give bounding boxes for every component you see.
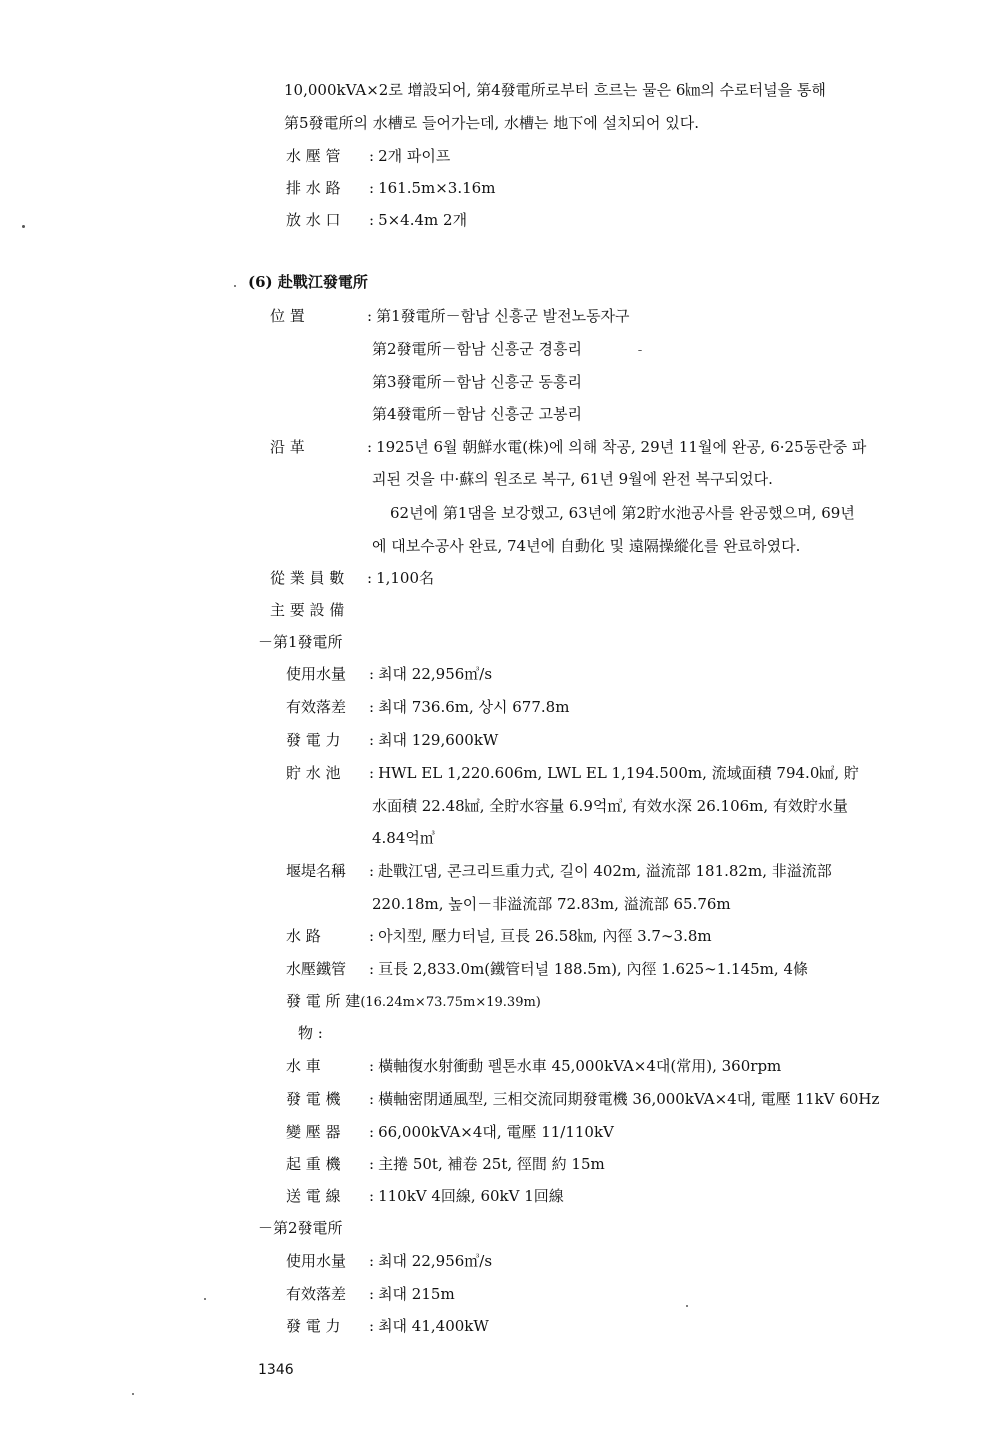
history-row: 沿 革 : 1925년 6월 朝鮮水電(株)에 의해 착공, 29년 11월에 완공, 6·25동란중 파: [270, 438, 867, 456]
spec-row: 變 壓 器 : 66,000kVA×4대, 電壓 11/110kV: [286, 1123, 614, 1141]
building-label-2: 物 :: [298, 1024, 323, 1042]
spec-value: 赴戰江댐, 콘크리트重力式, 길이 402m, 溢流部 181.82m, 非溢流部: [378, 862, 832, 880]
spec-value: 橫軸復水射衝動 펠톤水車 45,000kVA×4대(常用), 360rpm: [378, 1057, 782, 1075]
spec-value-cont: 4.84억㎥: [372, 829, 435, 847]
spec-row: 使用水量 : 최대 22,956㎥/s: [286, 1252, 493, 1270]
spec-label: 水 壓 管: [286, 147, 341, 165]
spec-row: 水壓鐵管 : 亘長 2,833.0m(鐵管터널 188.5m), 內徑 1.625∼1.145m, 4條: [286, 960, 808, 978]
scan-speck: [22, 225, 25, 228]
spec-row: 發 電 力 : 최대 41,400kW: [286, 1317, 489, 1335]
location-label: 位 置: [270, 307, 305, 325]
spec-value: 최대 41,400kW: [378, 1317, 489, 1335]
history-line-4: 에 대보수공사 완료, 74년에 自動化 및 遠隔操縱化를 완료하였다.: [372, 537, 801, 555]
spec-label: 使用水量: [286, 1252, 347, 1270]
scan-speck: [686, 1305, 688, 1307]
spec-label: 有效落差: [286, 1285, 347, 1303]
spec-label: 送 電 線: [286, 1187, 341, 1205]
spec-row: 水 路 : 아치型, 壓力터널, 亘長 26.58㎞, 內徑 3.7∼3.8m: [286, 927, 712, 945]
spec-row: 貯 水 池 : HWL EL 1,220.606m, LWL EL 1,194.500m, 流域面積 794.0㎢, 貯: [286, 764, 859, 782]
employees-label: 從 業 員 數: [270, 569, 345, 587]
spec-row: 送 電 線 : 110kV 4回線, 60kV 1回線: [286, 1187, 564, 1205]
location-2: 第2發電所－함남 신흥군 경흥리: [372, 340, 583, 358]
employees-value: 1,100名: [376, 569, 435, 587]
building-value: (16.24m×73.75m×19.39m): [360, 995, 541, 1010]
spec-label: 使用水量: [286, 665, 347, 683]
spec-value: HWL EL 1,220.606m, LWL EL 1,194.500m, 流域面積 794.0㎢, 貯: [378, 764, 859, 782]
spec-value: 최대 129,600kW: [378, 731, 499, 749]
spec-label: 變 壓 器: [286, 1123, 341, 1141]
spec-label: 排 水 路: [286, 179, 341, 197]
spec-value-cont: 水面積 22.48㎢, 全貯水容量 6.9억㎥, 有效水深 26.106m, 有效貯水量: [372, 797, 848, 815]
facilities-heading: 主 要 設 備: [270, 601, 345, 619]
page-number: 1346: [258, 1362, 294, 1378]
spec-value: 최대 736.6m, 상시 677.8m: [378, 698, 570, 716]
spec-row: 使用水量 : 최대 22,956㎥/s: [286, 665, 493, 683]
spec-label: 起 重 機: [286, 1155, 341, 1173]
spec-value: 최대 215m: [378, 1285, 455, 1303]
spec-value: 110kV 4回線, 60kV 1回線: [378, 1187, 564, 1205]
spec-row: 起 重 機 : 主捲 50t, 補卷 25t, 徑間 約 15m: [286, 1155, 605, 1173]
spec-row: 水 壓 管 : 2개 파이프: [286, 147, 451, 165]
spec-value: 161.5m×3.16m: [378, 179, 496, 197]
spec-row: 放 水 口 : 5×4.4m 2개: [286, 211, 468, 229]
location-row: 位 置 : 第1發電所－함남 신흥군 발전노동자구: [270, 307, 630, 325]
spec-label: 水壓鐵管: [286, 960, 347, 978]
spec-value: 主捲 50t, 補卷 25t, 徑間 約 15m: [378, 1155, 605, 1173]
spec-label: 發 電 力: [286, 731, 341, 749]
scan-speck: [234, 285, 236, 287]
location-4: 第4發電所－함남 신흥군 고봉리: [372, 405, 583, 423]
history-line-3: 62년에 第1댐을 보강했고, 63년에 第2貯水池공사를 완공했으며, 69년: [390, 504, 855, 522]
scan-speck: [638, 350, 642, 351]
spec-row: 有效落差 : 최대 215m: [286, 1285, 455, 1303]
spec-row: 堰堤名稱 : 赴戰江댐, 콘크리트重力式, 길이 402m, 溢流部 181.82m, 非溢流部: [286, 862, 832, 880]
spec-label: 水 車: [286, 1057, 321, 1075]
spec-row: 排 水 路 : 161.5m×3.16m: [286, 179, 496, 197]
section-title: (6) 赴戰江發電所: [248, 273, 368, 291]
spec-row: 發 電 力 : 최대 129,600kW: [286, 731, 499, 749]
history-line-1: 1925년 6월 朝鮮水電(株)에 의해 착공, 29년 11월에 완공, 6·25동란중 파: [376, 438, 867, 456]
employees-row: 從 業 員 數 : 1,100名: [270, 569, 435, 587]
spec-label: 發 電 機: [286, 1090, 341, 1108]
spec-value: 亘長 2,833.0m(鐵管터널 188.5m), 內徑 1.625∼1.145m, 4條: [378, 960, 808, 978]
scan-speck: [132, 1393, 134, 1395]
spec-label: 放 水 口: [286, 211, 341, 229]
spec-row: 水 車 : 橫軸復水射衝動 펠톤水車 45,000kVA×4대(常用), 360rpm: [286, 1057, 782, 1075]
spec-row: 有效落差 : 최대 736.6m, 상시 677.8m: [286, 698, 570, 716]
spec-row: 發 電 機 : 橫軸密閉通風型, 三相交流同期發電機 36,000kVA×4대, 電壓 11kV 60Hz: [286, 1090, 880, 1108]
intro-line-2: 第5發電所의 水槽로 들어가는데, 水槽는 地下에 설치되어 있다.: [284, 114, 700, 132]
spec-label: 發 電 力: [286, 1317, 341, 1335]
spec-value: 5×4.4m 2개: [378, 211, 468, 229]
spec-value: 최대 22,956㎥/s: [378, 665, 493, 683]
spec-value-cont: 220.18m, 높이－非溢流部 72.83m, 溢流部 65.76m: [372, 895, 731, 913]
spec-value: 아치型, 壓力터널, 亘長 26.58㎞, 內徑 3.7∼3.8m: [378, 927, 712, 945]
intro-line-1: 10,000kVA×2로 增設되어, 第4發電所로부터 흐르는 물은 6㎞의 수로터널을 통해: [284, 81, 826, 99]
scan-speck: [204, 1298, 206, 1300]
spec-value: 2개 파이프: [378, 147, 451, 165]
spec-label: 有效落差: [286, 698, 347, 716]
building-row: [286, 991, 541, 1013]
spec-value: 66,000kVA×4대, 電壓 11/110kV: [378, 1123, 614, 1141]
spec-value: 최대 22,956㎥/s: [378, 1252, 493, 1270]
building-label: 發 電 所 建: [286, 992, 361, 1010]
location-3: 第3發電所－함남 신흥군 동흥리: [372, 373, 583, 391]
location-1: 第1發電所－함남 신흥군 발전노동자구: [376, 307, 630, 325]
spec-label: 堰堤名稱: [286, 862, 347, 880]
spec-value: 橫軸密閉通風型, 三相交流同期發電機 36,000kVA×4대, 電壓 11kV 60Hz: [378, 1090, 880, 1108]
history-label: 沿 革: [270, 438, 305, 456]
plant1-heading: －第1發電所: [258, 633, 343, 651]
plant2-heading: －第2發電所: [258, 1219, 343, 1237]
spec-label: 貯 水 池: [286, 764, 341, 782]
history-line-2: 괴된 것을 中·蘇의 원조로 복구, 61년 9월에 완전 복구되었다.: [372, 470, 773, 488]
spec-label: 水 路: [286, 927, 321, 945]
